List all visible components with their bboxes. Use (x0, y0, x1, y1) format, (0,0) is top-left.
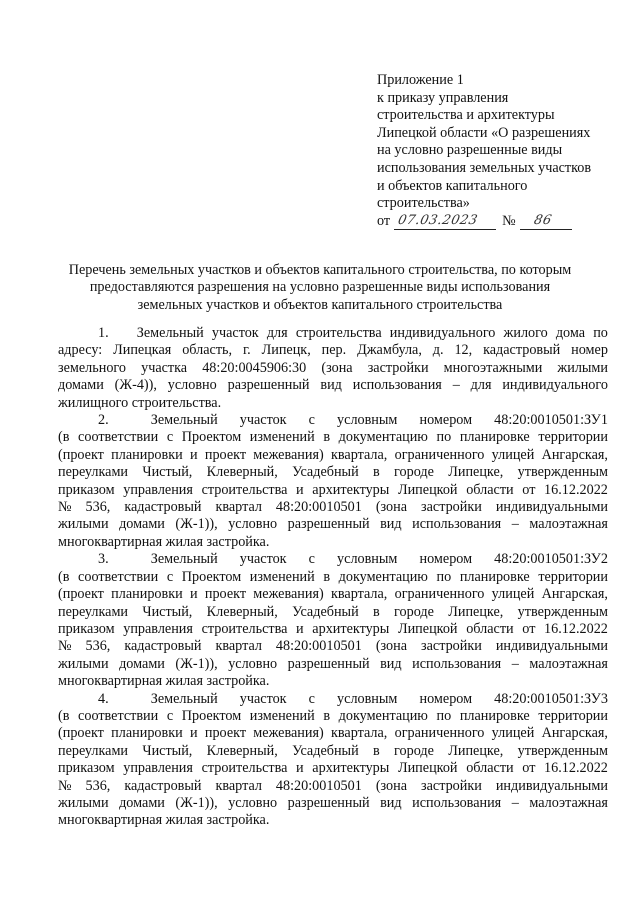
item-word: Земельный (136, 325, 204, 341)
item-word: участка (141, 359, 188, 376)
item-word: 16.12.2022 (544, 620, 608, 637)
list-item (58, 412, 608, 551)
item-first-line (58, 412, 608, 429)
item-word: проект (204, 446, 247, 463)
item-word: кадастровый (124, 499, 202, 516)
item-line-text: жилищного строительства. (58, 394, 222, 411)
item-text-line (58, 447, 608, 464)
item-word: Липецк, (261, 342, 311, 359)
appendix-line: строительства и архитектуры (377, 107, 555, 124)
item-word: с (166, 707, 174, 724)
item-word: Усадебный (292, 742, 359, 759)
item-word: планировке (459, 429, 530, 446)
item-word: (зона (375, 777, 408, 794)
item-word: Усадебный (292, 603, 359, 620)
item-word: – (511, 655, 519, 672)
item-word: 48:20:0010501 (275, 499, 362, 516)
item-word: Усадебный (292, 464, 359, 481)
item-word: 16.12.2022 (544, 760, 608, 777)
item-word: Ангарская, (541, 586, 608, 603)
item-text-line (58, 516, 608, 533)
item-word: в (323, 707, 331, 724)
item-text-line (58, 395, 608, 412)
item-word: 48:20:0010501 (275, 638, 362, 655)
item-number: 3. (98, 551, 109, 568)
item-text-line (58, 342, 608, 359)
item-word: номером (419, 412, 473, 429)
item-word: ограниченного (394, 446, 485, 463)
item-word: участок (239, 690, 287, 707)
item-word: Клеверный, (206, 464, 278, 481)
item-word: по (436, 429, 452, 446)
item-word: Земельный (150, 551, 218, 568)
item-word: вид (320, 377, 342, 394)
item-word: (Ж-4)), (114, 377, 157, 394)
item-word: изменений (249, 429, 315, 446)
item-word: приказом (58, 620, 115, 637)
title-line: предоставляются разрешения на условно разрешенные виды использования (89, 279, 551, 296)
item-word: управления (123, 620, 193, 637)
item-word: Клеверный, (206, 742, 278, 759)
item-word: Липецкая (113, 342, 172, 359)
item-word: и (296, 620, 304, 637)
item-word: разрешенный (287, 655, 370, 672)
item-word: области (466, 760, 514, 777)
order-date-field (394, 214, 496, 230)
item-first-line (58, 691, 608, 708)
item-word: домами (119, 655, 165, 672)
item-word: Земельный (150, 690, 218, 707)
item-word: Липецкой (397, 620, 458, 637)
item-word: управления (123, 481, 193, 498)
item-text-line (58, 638, 608, 655)
item-word: 536, (85, 499, 111, 516)
item-word: городе (394, 742, 434, 759)
item-word: и (189, 446, 198, 463)
item-word: документацию (338, 707, 428, 724)
item-word: от (522, 481, 536, 498)
item-word: использования (412, 516, 502, 533)
item-word: (проект (58, 446, 104, 463)
item-word: дома (555, 325, 586, 341)
item-word: приказом (58, 760, 115, 777)
item-word: многоэтажными (443, 359, 543, 376)
item-text-line (58, 708, 608, 725)
item-word: переулками (58, 742, 129, 759)
item-word: с (166, 429, 174, 446)
item-word: (в (58, 568, 70, 585)
item-word: по (593, 325, 608, 341)
item-word: использования (412, 655, 502, 672)
item-word: (Ж-1)), (175, 655, 218, 672)
item-text-line (58, 586, 608, 603)
item-word: переулками (58, 603, 129, 620)
item-word: земельного (58, 359, 126, 376)
item-word: по (436, 707, 452, 724)
item-line-text: многоквартирная жилая застройка. (58, 812, 270, 829)
item-word: – (511, 516, 519, 533)
item-word: и (189, 586, 198, 603)
item-word: в (323, 429, 331, 446)
item-word: – (511, 794, 519, 811)
item-word: участок (239, 412, 287, 429)
item-word: и (189, 725, 198, 742)
item-word: 12, (454, 342, 473, 359)
appendix-line: к приказу управления (377, 89, 509, 106)
item-word: межевания) (253, 446, 324, 463)
item-number: 1. (98, 325, 109, 341)
item-word: жилыми (58, 516, 109, 533)
item-word: домами (119, 794, 165, 811)
item-word: условно (228, 655, 278, 672)
item-text-line (58, 534, 608, 551)
item-word: в (323, 568, 331, 585)
item-word: вид (380, 516, 402, 533)
order-number-field (520, 214, 572, 230)
item-word: приказом (58, 481, 115, 498)
item-word: с (308, 412, 315, 429)
item-text-line (58, 569, 608, 586)
item-word: условным (337, 551, 398, 568)
item-word: 48:20:0010501:ЗУ2 (494, 551, 608, 568)
appendix-line: строительства» (377, 195, 470, 212)
item-text-line (58, 499, 608, 516)
item-word: межевания) (253, 725, 324, 742)
item-word: индивидуальными (495, 777, 608, 794)
item-word: архитектуры (312, 481, 390, 498)
appendix-header (377, 72, 627, 230)
appendix-line: Липецкой области «О разрешениях (377, 124, 591, 141)
item-word: области (466, 481, 514, 498)
item-word: номером (419, 690, 473, 707)
item-word: (Ж-1)), (175, 794, 218, 811)
item-word: условным (337, 690, 398, 707)
item-word: утвержденным (517, 464, 608, 481)
item-word: управления (123, 760, 193, 777)
item-word: (проект (58, 586, 104, 603)
item-word: кадастровый (124, 638, 202, 655)
from-label: от (377, 212, 391, 229)
item-word: адресу: (58, 342, 103, 359)
item-text-line (58, 795, 608, 812)
item-word: малоэтажная (529, 516, 608, 533)
item-word: д. (432, 342, 444, 359)
item-word: Липецке, (448, 464, 504, 481)
item-text-line (58, 621, 608, 638)
item-word: для (470, 377, 492, 394)
item-word: индивидуального (502, 377, 608, 394)
item-word: участок (211, 325, 259, 341)
item-word: строительства (295, 325, 382, 341)
item-word: условно (228, 516, 278, 533)
item-word: разрешенный (227, 377, 310, 394)
item-word: Чистый, (142, 742, 193, 759)
item-word: планировке (459, 568, 530, 585)
item-word: номером (419, 551, 473, 568)
item-word: участок (239, 551, 287, 568)
item-word: условным (337, 412, 398, 429)
item-word: домами (58, 377, 104, 394)
item-word: с (308, 551, 315, 568)
item-word: 536, (85, 777, 111, 794)
item-word: улицей (491, 586, 535, 603)
item-word: изменений (249, 568, 315, 585)
item-word: строительства (201, 481, 288, 498)
item-word: г. (242, 342, 251, 359)
item-word: соответствии (78, 429, 159, 446)
item-word: (зона (375, 638, 408, 655)
item-word: ограниченного (394, 725, 485, 742)
item-text-line (58, 778, 608, 795)
item-word: утвержденным (517, 742, 608, 759)
item-word: условно (167, 377, 217, 394)
order-date-number-line (377, 213, 627, 231)
item-word: (Ж-1)), (175, 516, 218, 533)
item-word: утвержденным (517, 603, 608, 620)
item-word: 48:20:0010501:ЗУ3 (494, 690, 608, 707)
item-line-text: многоквартирная жилая застройка. (58, 673, 270, 690)
item-word: соответствии (78, 707, 159, 724)
item-word: вид (380, 655, 402, 672)
item-word: кадастровый (124, 777, 202, 794)
item-word: от (522, 620, 536, 637)
item-word: застройки (421, 777, 482, 794)
item-word: 536, (85, 638, 111, 655)
item-word: № (58, 777, 72, 794)
item-word: Чистый, (142, 603, 193, 620)
item-word: квартал (215, 499, 262, 516)
item-word: Липецкой (397, 481, 458, 498)
item-word: разрешенный (287, 794, 370, 811)
item-word: 16.12.2022 (544, 481, 608, 498)
item-text-line (58, 482, 608, 499)
item-word: малоэтажная (529, 794, 608, 811)
item-word: область, (182, 342, 233, 359)
appendix-line: и объектов капитального (377, 177, 528, 194)
item-word: для (266, 325, 288, 341)
item-word: Ангарская, (541, 725, 608, 742)
item-word: жилыми (58, 794, 109, 811)
item-word: проект (204, 725, 247, 742)
item-word: в (373, 603, 380, 620)
item-word: строительства (201, 620, 288, 637)
title-line: земельных участков и объектов капитального строительства (137, 296, 503, 313)
item-word: планировки (111, 725, 183, 742)
item-word: области (466, 620, 514, 637)
item-word: Проектом (181, 707, 242, 724)
item-word: Джамбула, (357, 342, 422, 359)
appendix-line: Приложение 1 (377, 72, 464, 88)
item-word: в (373, 742, 380, 759)
item-word: разрешенный (287, 516, 370, 533)
appendix-line: на условно разрешенные виды (377, 142, 563, 159)
item-text-line (58, 812, 608, 829)
item-word: условно (228, 794, 278, 811)
item-word: квартал (215, 777, 262, 794)
item-word: жилыми (58, 655, 109, 672)
item-word: территории (538, 707, 608, 724)
item-first-line (58, 551, 608, 568)
item-text-line (58, 743, 608, 760)
item-word: по (436, 568, 452, 585)
item-word: проект (204, 586, 247, 603)
item-word: городе (394, 464, 434, 481)
item-line-text: многоквартирная жилая застройка. (58, 533, 270, 550)
item-number: 4. (98, 690, 109, 707)
item-word: документацию (338, 568, 428, 585)
item-word: городе (394, 603, 434, 620)
item-word: документацию (338, 429, 428, 446)
item-word: 48:20:0010501:ЗУ1 (494, 412, 608, 429)
item-word: квартала, (331, 725, 388, 742)
list-item (58, 691, 608, 830)
order-number-handwritten: 86 (532, 212, 553, 228)
item-word: территории (538, 429, 608, 446)
item-word: Земельный (150, 412, 218, 429)
item-word: квартал (215, 638, 262, 655)
item-word: от (522, 760, 536, 777)
item-word: жилыми (557, 359, 608, 376)
item-word: улицей (491, 725, 535, 742)
item-word: архитектуры (312, 760, 390, 777)
item-word: индивидуальными (495, 638, 608, 655)
item-word: кадастровый (483, 342, 561, 359)
item-word: индивидуального (389, 325, 496, 341)
item-word: планировки (111, 586, 183, 603)
item-word: Клеверный, (206, 603, 278, 620)
item-word: архитектуры (312, 620, 390, 637)
item-word: (проект (58, 725, 104, 742)
document-title (60, 262, 580, 314)
item-word: с (308, 690, 315, 707)
item-word: и (296, 481, 304, 498)
list-item (58, 325, 608, 412)
item-word: Проектом (181, 568, 242, 585)
item-text-line (58, 604, 608, 621)
item-word: использования (412, 794, 502, 811)
item-word: и (296, 760, 304, 777)
item-word: (зона (375, 499, 408, 516)
item-word: (в (58, 429, 70, 446)
item-word: № (58, 499, 72, 516)
item-word: ограниченного (394, 586, 485, 603)
item-word: индивидуальными (495, 499, 608, 516)
item-word: (зона (321, 359, 353, 376)
item-word: Ангарская, (541, 446, 608, 463)
item-word: территории (538, 568, 608, 585)
item-text-line (58, 360, 608, 377)
item-word: межевания) (253, 586, 324, 603)
item-word: 48:20:0010501 (275, 777, 362, 794)
item-word: с (166, 568, 174, 585)
order-date-handwritten: 07.03.2023 (396, 212, 480, 228)
item-text-line (58, 725, 608, 742)
item-text-line (58, 673, 608, 690)
item-word: застройки (367, 359, 429, 376)
item-word: номер (571, 342, 608, 359)
item-number: 2. (98, 412, 109, 429)
item-word: Чистый, (142, 464, 193, 481)
item-word: квартала, (331, 586, 388, 603)
item-word: Липецке, (448, 742, 504, 759)
item-word: Проектом (181, 429, 242, 446)
item-word: Липецкой (397, 760, 458, 777)
item-text-line (58, 377, 608, 394)
number-label: № (502, 212, 516, 229)
item-word: квартала, (331, 446, 388, 463)
item-word: застройки (421, 499, 482, 516)
item-word: пер. (321, 342, 347, 359)
item-word: переулками (58, 464, 129, 481)
item-word: использования (352, 377, 442, 394)
item-word: (в (58, 707, 70, 724)
item-word: застройки (421, 638, 482, 655)
item-word: соответствии (78, 568, 159, 585)
item-word: планировки (111, 446, 183, 463)
item-word: жилого (503, 325, 548, 341)
item-word: изменений (249, 707, 315, 724)
item-word: № (58, 638, 72, 655)
item-word: планировке (459, 707, 530, 724)
item-text-line (58, 464, 608, 481)
item-text-line (58, 760, 608, 777)
item-word: – (452, 377, 460, 394)
item-first-line (58, 325, 608, 342)
item-word: малоэтажная (529, 655, 608, 672)
item-word: в (373, 464, 380, 481)
item-text-line (58, 656, 608, 673)
list-item (58, 551, 608, 690)
item-word: улицей (491, 446, 535, 463)
title-line: Перечень земельных участков и объектов капитального строительства, по которым (68, 262, 572, 278)
item-word: домами (119, 516, 165, 533)
appendix-line: использования земельных участков (377, 159, 592, 176)
item-word: Липецке, (448, 603, 504, 620)
item-word: строительства (201, 760, 288, 777)
items-list (58, 325, 608, 830)
item-word: вид (380, 794, 402, 811)
item-text-line (58, 429, 608, 446)
item-word: 48:20:0045906:30 (202, 359, 307, 376)
